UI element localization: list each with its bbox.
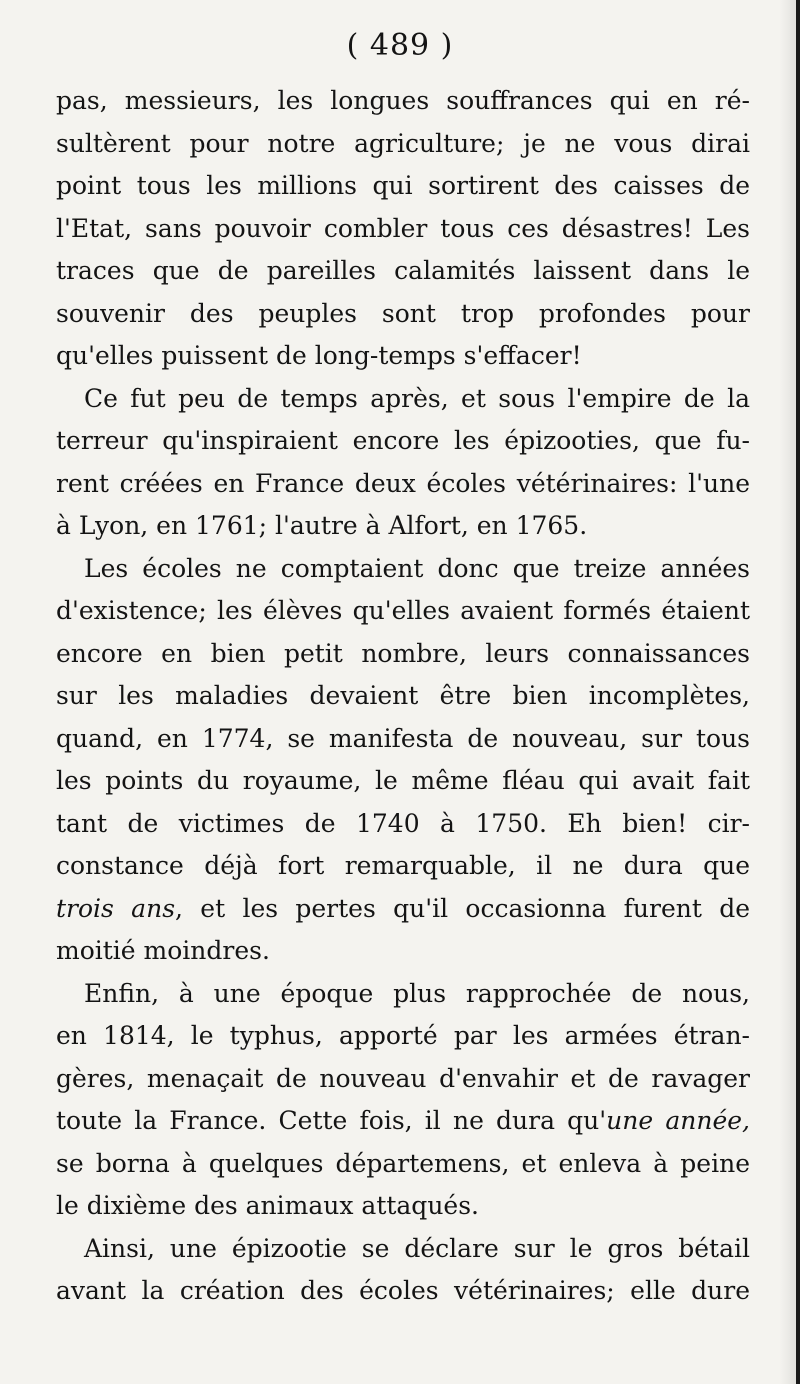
italic-phrase: une année, — [606, 1106, 750, 1135]
body-text — [56, 80, 750, 1313]
text-segment: toute la France. Cette fois, il ne dura qu' — [56, 1106, 607, 1135]
paragraph-start-line: Enfin, à une époque plus rapprochée de nous, — [84, 978, 750, 1008]
text-line: les points du royaume, le même fléau qui avait fait — [56, 766, 750, 795]
text-segment: , et les pertes qu'il occasionna furent de — [175, 893, 750, 923]
text-line: pas, messieurs, les longues souffrances qui en ré- — [56, 86, 750, 115]
text-line: qu'elles puissent de long-temps s'effacer! — [56, 341, 582, 370]
text-line: encore en bien petit nombre, leurs connaissances — [56, 638, 750, 668]
italic-phrase: trois ans — [56, 893, 176, 923]
text-line: constance déjà fort remarquable, il ne dura que — [56, 851, 750, 880]
paragraph-start-line: Ce fut peu de temps après, et sous l'empire de la — [84, 383, 750, 413]
text-line: souvenir des peuples sont trop profondes pour — [56, 298, 750, 328]
text-line: sultèrent pour notre agriculture; je ne vous dirai — [56, 128, 750, 158]
text-line: en 1814, le typhus, apporté par les armées étran- — [56, 1021, 750, 1050]
text-line: tant de victimes de 1740 à 1750. Eh bien! cir- — [56, 808, 750, 838]
page-number: ( 489 ) — [346, 28, 454, 63]
paragraph-start-line: Les écoles ne comptaient donc que treize années — [84, 553, 750, 583]
text-line: se borna à quelques départemens, et enleva à peine — [56, 1148, 750, 1178]
text-line: d'existence; les élèves qu'elles avaient formés étaient — [56, 596, 750, 625]
text-line: quand, en 1774, se manifesta de nouveau, sur tous — [56, 723, 750, 753]
text-line: terreur qu'inspiraient encore les épizooties, que fu- — [56, 426, 750, 455]
text-line: rent créées en France deux écoles vétérinaires: l'une — [56, 468, 750, 498]
paragraph-start-line: Ainsi, une épizootie se déclare sur le gros bétail — [84, 1233, 750, 1263]
text-line: moitié moindres. — [56, 936, 270, 965]
text-line: l'Etat, sans pouvoir combler tous ces désastres! Les — [56, 213, 750, 243]
text-line: traces que de pareilles calamités laissent dans le — [56, 256, 750, 285]
text-line — [56, 1100, 750, 1143]
page-edge — [796, 0, 800, 1384]
text-line: sur les maladies devaient être bien incomplètes, — [56, 681, 750, 710]
text-line: avant la création des écoles vétérinaires; elle dure — [56, 1276, 750, 1305]
text-line: gères, menaçait de nouveau d'envahir et de ravager — [56, 1063, 750, 1093]
text-line: point tous les millions qui sortirent des caisses de — [56, 171, 750, 200]
text-line: à Lyon, en 1761; l'autre à Alfort, en 1765. — [56, 511, 588, 540]
text-line — [56, 888, 750, 931]
text-line: le dixième des animaux attaqués. — [56, 1191, 479, 1220]
